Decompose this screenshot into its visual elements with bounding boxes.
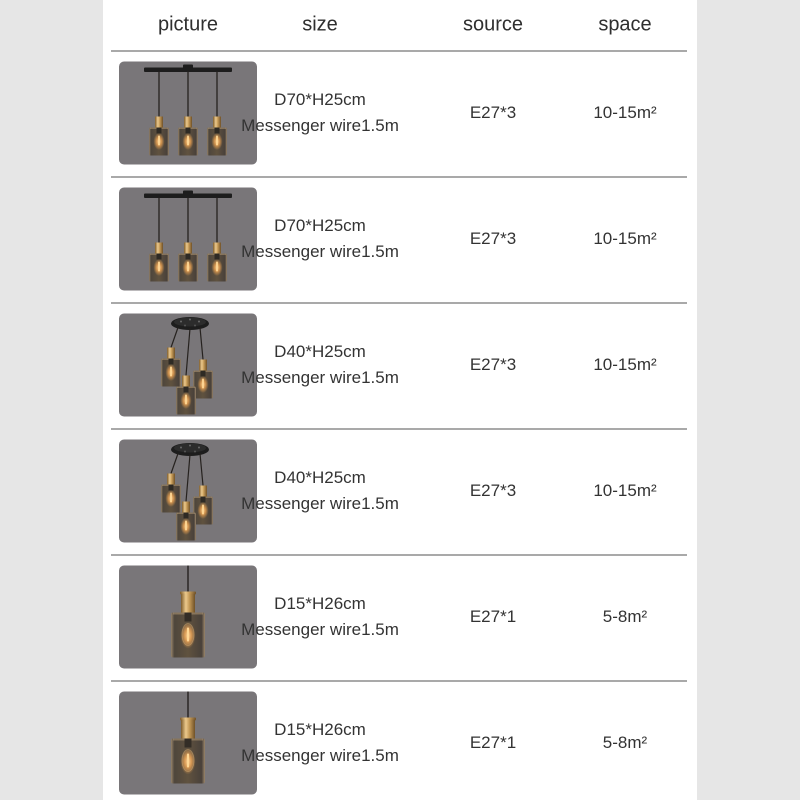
size-cell [241,591,399,643]
table-header [103,0,697,50]
size-dimensions: D15*H26cm [274,720,366,739]
product-image-cell [119,188,257,291]
size-dimensions: D15*H26cm [274,594,366,613]
linear-3-pendant-lamps-image [119,188,257,291]
source-cell: E27*3 [469,481,517,500]
product-image-cell [119,62,257,165]
table-row [103,680,697,800]
space-cell: 10-15m² [593,229,657,248]
header-source: source [462,13,524,36]
size-cell [241,717,399,769]
size-cell [241,213,399,265]
table-row [103,428,697,554]
source-cell: E27*1 [469,607,517,626]
source-cell: E27*3 [469,355,517,374]
product-image-cell [119,440,257,543]
table-row [103,554,697,680]
source-cell: E27*3 [469,103,517,122]
row-divider [111,176,687,178]
size-cell [241,339,399,391]
header-size: size [302,13,338,36]
size-wire: Messenger wire1.5m [241,242,399,261]
size-wire: Messenger wire1.5m [241,368,399,387]
size-wire: Messenger wire1.5m [241,116,399,135]
row-divider [111,428,687,430]
space-cell: 10-15m² [593,355,657,374]
header-space: space [598,13,652,36]
product-image-cell [119,314,257,417]
linear-3-pendant-lamps-image [119,62,257,165]
size-dimensions: D40*H25cm [274,468,366,487]
size-dimensions: D70*H25cm [274,90,366,109]
single-pendant-lamp-image [119,692,257,795]
size-wire: Messenger wire1.5m [241,746,399,765]
row-divider [111,50,687,52]
cluster-3-pendant-lamps-image [119,314,257,417]
product-image-cell [119,692,257,795]
space-cell: 5-8m² [602,733,648,752]
space-cell: 5-8m² [602,607,648,626]
row-divider [111,554,687,556]
size-dimensions: D40*H25cm [274,342,366,361]
table-row [103,176,697,302]
product-image-cell [119,566,257,669]
size-cell [241,465,399,517]
row-divider [111,680,687,682]
header-picture: picture [157,13,219,36]
spec-table [103,0,697,800]
row-divider [111,302,687,304]
cluster-3-pendant-lamps-image [119,440,257,543]
source-cell: E27*3 [469,229,517,248]
table-row [103,50,697,176]
size-wire: Messenger wire1.5m [241,620,399,639]
single-pendant-lamp-image [119,566,257,669]
space-cell: 10-15m² [593,103,657,122]
source-cell: E27*1 [469,733,517,752]
size-cell [241,87,399,139]
space-cell: 10-15m² [593,481,657,500]
size-dimensions: D70*H25cm [274,216,366,235]
table-row [103,302,697,428]
size-wire: Messenger wire1.5m [241,494,399,513]
